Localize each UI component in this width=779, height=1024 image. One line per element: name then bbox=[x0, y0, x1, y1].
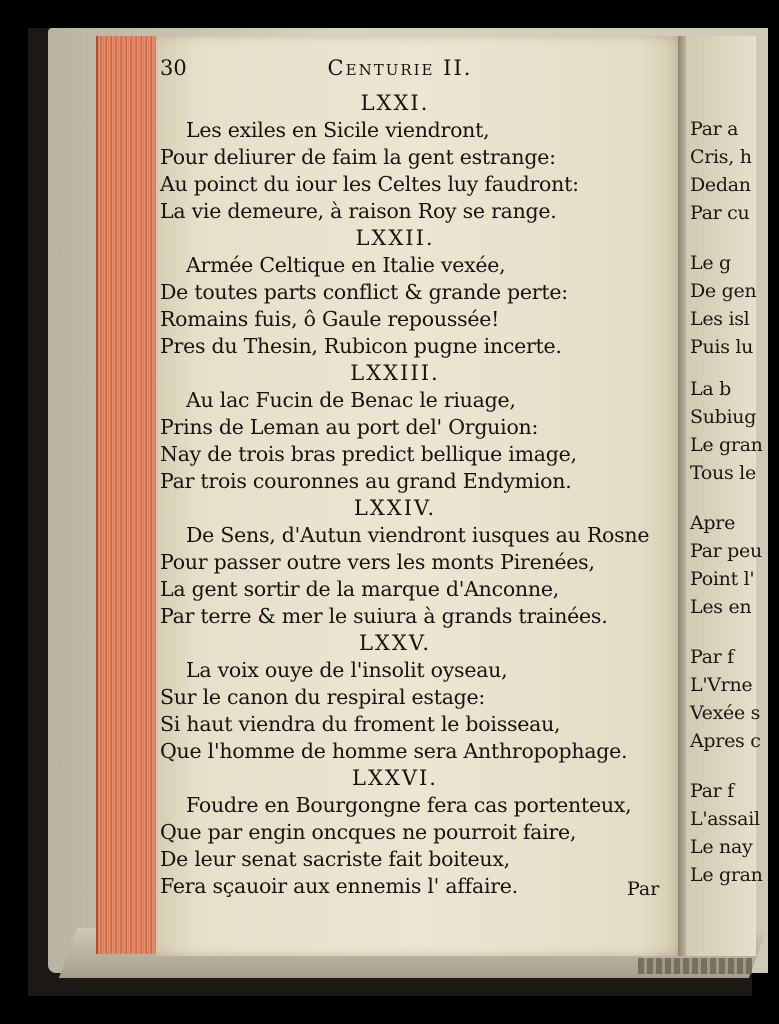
facing-page-fragment: Apres c bbox=[690, 730, 761, 752]
facing-page-fragment: Tous le bbox=[690, 462, 756, 484]
facing-page-fragment: Par peu bbox=[690, 540, 762, 562]
facing-page-fragment: Apre bbox=[690, 512, 736, 534]
facing-page-fragment: L'assail bbox=[690, 808, 760, 830]
page-number: 30 bbox=[160, 56, 187, 80]
verse-line: De leur senat sacriste fait boiteux, bbox=[160, 847, 510, 871]
verse-line: Pour deliurer de faim la gent estrange: bbox=[160, 145, 556, 169]
facing-page-fragment: Le gran bbox=[690, 864, 763, 886]
verse-line: Pour passer outre vers les monts Pirenées, bbox=[160, 550, 595, 574]
verse-line: La vie demeure, à raison Roy se range. bbox=[160, 199, 557, 223]
facing-page-fragment: Puis lu bbox=[690, 336, 754, 358]
verse-line: De Sens, d'Autun viendront iusques au Rosne bbox=[186, 523, 650, 547]
facing-page-fragment: Les isl bbox=[690, 308, 750, 330]
catchword: Par bbox=[627, 878, 660, 900]
verse-line: De toutes parts conflict & grande perte: bbox=[160, 280, 568, 304]
page-text bbox=[160, 56, 660, 900]
facing-page-fragment: Par a bbox=[690, 118, 739, 140]
verse-line: Nay de trois bras predict bellique image, bbox=[160, 442, 577, 466]
facing-page-fragment: Par f bbox=[690, 646, 734, 668]
facing-page-fragment: Subiug bbox=[690, 406, 757, 428]
verse-line: Par terre & mer le suiura à grands trainées. bbox=[160, 604, 608, 628]
bottom-strip bbox=[638, 958, 752, 974]
facing-page-fragment: Le gran bbox=[690, 434, 763, 456]
running-head bbox=[160, 56, 660, 90]
verse-line: Que par engin oncques ne pourroit faire, bbox=[160, 820, 577, 844]
verse-line: Fera sçauoir aux ennemis l' affaire. bbox=[160, 874, 518, 898]
verse-line: Au lac Fucin de Benac le riuage, bbox=[186, 388, 516, 412]
facing-page-fragment: Cris, h bbox=[690, 146, 752, 168]
quatrain-number: LXXIV. bbox=[353, 496, 437, 520]
facing-page-fragment: Vexée s bbox=[690, 702, 761, 724]
quatrain-list bbox=[160, 90, 660, 900]
facing-page-fragment: Le g bbox=[690, 252, 731, 274]
verse-line: Pres du Thesin, Rubicon pugne incerte. bbox=[160, 334, 562, 358]
verse-line: Prins de Leman au port del' Orguion: bbox=[160, 415, 539, 439]
red-page-edges bbox=[96, 36, 162, 954]
facing-page-fragment: Dedan bbox=[690, 174, 751, 196]
verse-line: Si haut viendra du froment le boisseau, bbox=[160, 712, 561, 736]
verse-line: La gent sortir de la marque d'Anconne, bbox=[160, 577, 559, 601]
facing-page bbox=[686, 36, 763, 956]
verse-line: Au poinct du iour les Celtes luy faudront: bbox=[160, 172, 579, 196]
verse-line: Par trois couronnes au grand Endymion. bbox=[160, 469, 572, 493]
facing-page-fragment: Le nay bbox=[690, 836, 753, 858]
verse-line: Foudre en Bourgongne fera cas portenteux, bbox=[186, 793, 632, 817]
facing-page-fragment: De gen bbox=[690, 280, 757, 302]
quatrain-number: LXXVI. bbox=[352, 766, 438, 790]
running-head-title: Centurie II. bbox=[327, 56, 473, 80]
verse-line: Les exiles en Sicile viendront, bbox=[186, 118, 490, 142]
facing-page-fragment: L'Vrne bbox=[690, 674, 753, 696]
facing-page-fragment: Par cu bbox=[690, 202, 750, 224]
verse-line: Romains fuis, ô Gaule repoussée! bbox=[160, 307, 500, 331]
quatrain-number: LXXIII. bbox=[350, 361, 440, 385]
verse-line: Sur le canon du respiral estage: bbox=[160, 685, 486, 709]
facing-page-fragment: Par f bbox=[690, 780, 734, 802]
verse-line: Que l'homme de homme sera Anthropophage. bbox=[160, 739, 628, 763]
facing-page-fragment: Point l' bbox=[690, 568, 755, 590]
facing-page-fragment: La b bbox=[690, 378, 731, 400]
verse-line: Armée Celtique en Italie vexée, bbox=[186, 253, 506, 277]
quatrain-number: LXXI. bbox=[360, 91, 430, 115]
quatrain-number: LXXV. bbox=[358, 631, 431, 655]
quatrain-number: LXXII. bbox=[355, 226, 435, 250]
facing-page-fragment: Les en bbox=[690, 596, 752, 618]
verse-line: La voix ouye de l'insolit oyseau, bbox=[186, 658, 508, 682]
